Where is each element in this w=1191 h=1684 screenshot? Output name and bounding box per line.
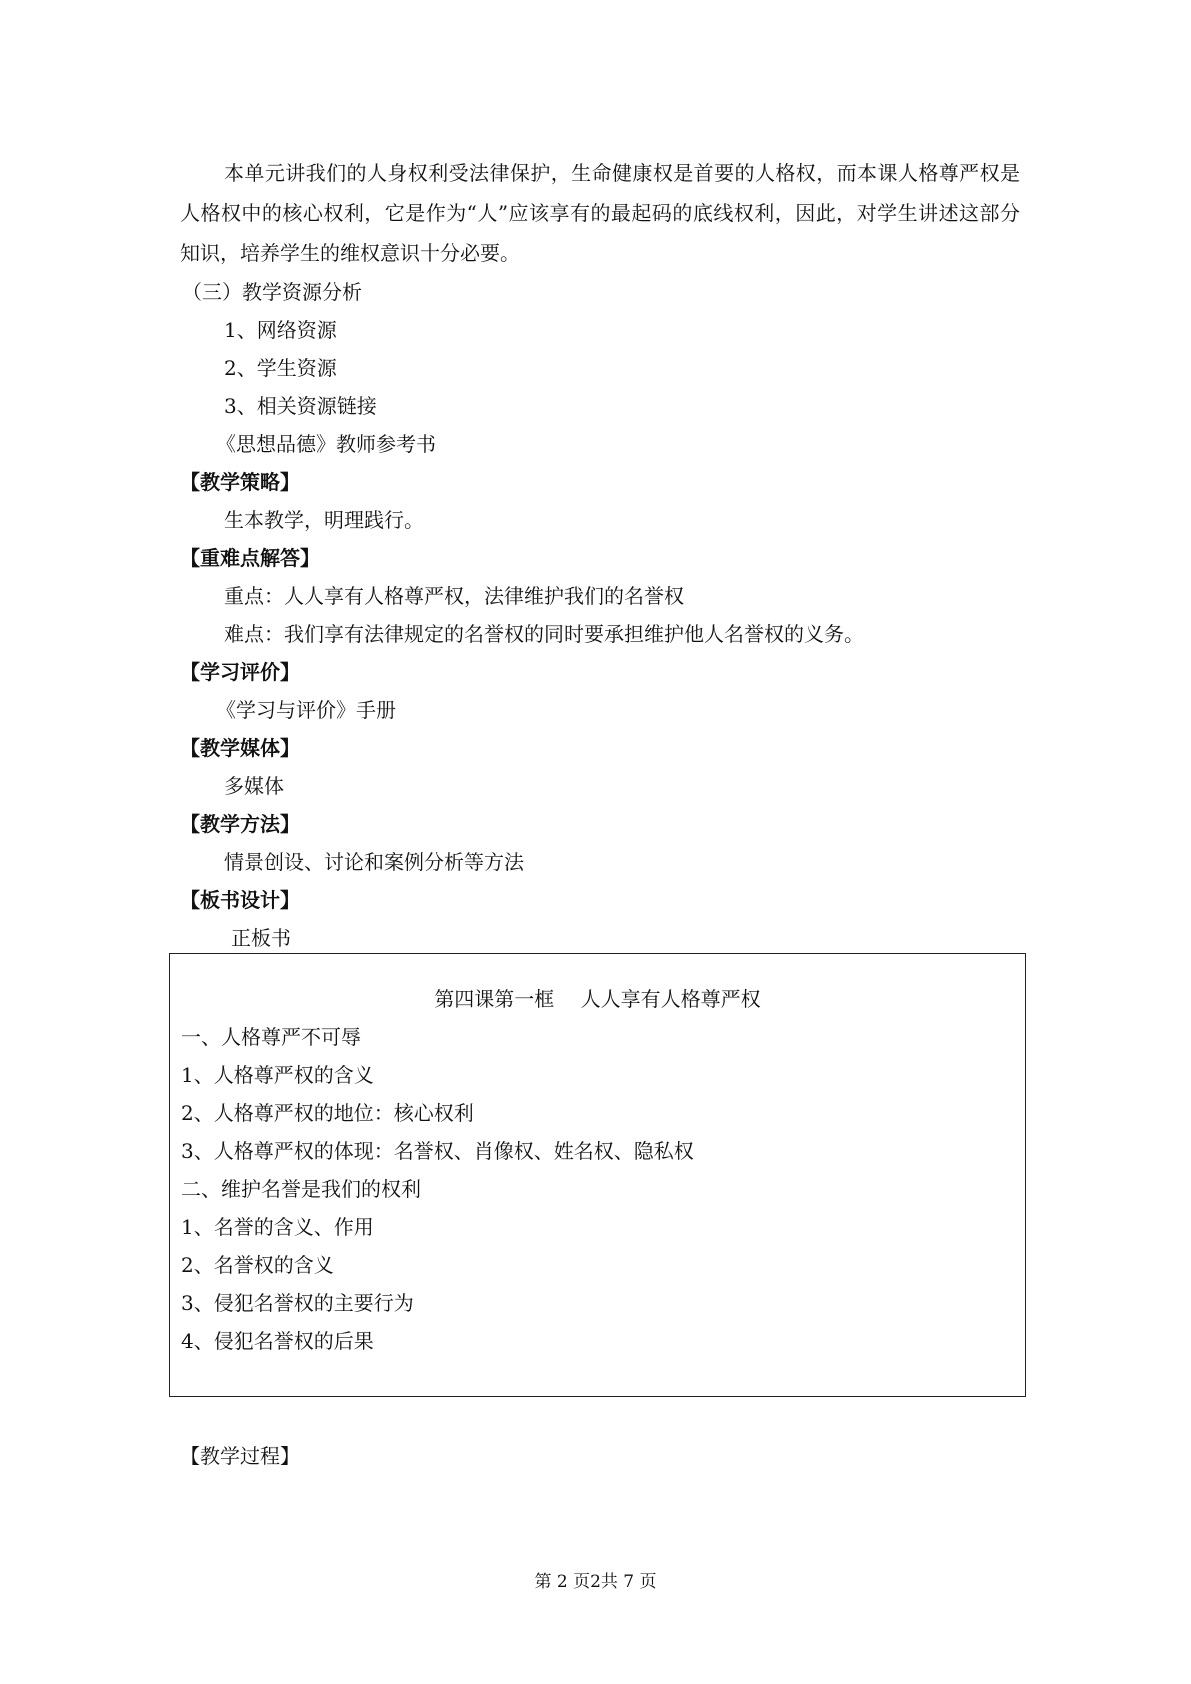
- resource-item: 3、相关资源链接: [224, 394, 377, 418]
- difficult-point: 难点：我们享有法律规定的名誉权的同时要承担维护他人名誉权的义务。: [224, 622, 864, 646]
- board-line: 2、人格尊严权的地位：核心权利: [181, 1101, 474, 1125]
- process-heading: 【教学过程】: [180, 1444, 300, 1468]
- board-line: 1、人格尊严权的含义: [181, 1063, 374, 1087]
- page-footer: 第 2 页2共 7 页: [534, 1572, 657, 1592]
- board-line: 2、名誉权的含义: [181, 1253, 334, 1277]
- board-line: 3、侵犯名誉权的主要行为: [181, 1291, 414, 1315]
- board-line: 二、维护名誉是我们的权利: [181, 1177, 421, 1201]
- method-heading: 【教学方法】: [180, 812, 300, 836]
- resource-item: 1、网络资源: [224, 318, 337, 342]
- resource-item: 2、学生资源: [224, 356, 337, 380]
- media-text: 多媒体: [224, 774, 284, 798]
- board-title: 第四课第一框 人人享有人格尊严权: [434, 987, 761, 1011]
- media-heading: 【教学媒体】: [180, 736, 300, 760]
- reference-book: 《思想品德》教师参考书: [216, 432, 436, 456]
- key-points-heading: 【重难点解答】: [180, 546, 320, 570]
- evaluation-heading: 【学习评价】: [180, 660, 300, 684]
- method-text: 情景创设、讨论和案例分析等方法: [224, 850, 524, 874]
- evaluation-text: 《学习与评价》手册: [216, 698, 396, 722]
- board-line: 一、人格尊严不可辱: [181, 1025, 361, 1049]
- board-line: 3、人格尊严权的体现：名誉权、肖像权、姓名权、隐私权: [181, 1139, 694, 1163]
- board-design-heading: 【板书设计】: [180, 888, 300, 912]
- resources-heading: （三）教学资源分析: [182, 280, 362, 304]
- board-design-box: [169, 953, 1026, 1397]
- key-point: 重点：人人享有人格尊严权，法律维护我们的名誉权: [224, 584, 684, 608]
- strategy-heading: 【教学策略】: [180, 470, 300, 494]
- board-line: 4、侵犯名誉权的后果: [181, 1329, 374, 1353]
- board-subheading: 正板书: [231, 926, 291, 950]
- board-line: 1、名誉的含义、作用: [181, 1215, 374, 1239]
- strategy-text: 生本教学，明理践行。: [224, 508, 424, 532]
- intro-paragraph: 本单元讲我们的人身权利受法律保护，生命健康权是首要的人格权，而本课人格尊严权是人格权中的核心权利，它是作为“人”应该享有的最起码的底线权利，因此，对学生讲述这部分知识，培养学生的维权意识十分必要。: [180, 161, 1020, 265]
